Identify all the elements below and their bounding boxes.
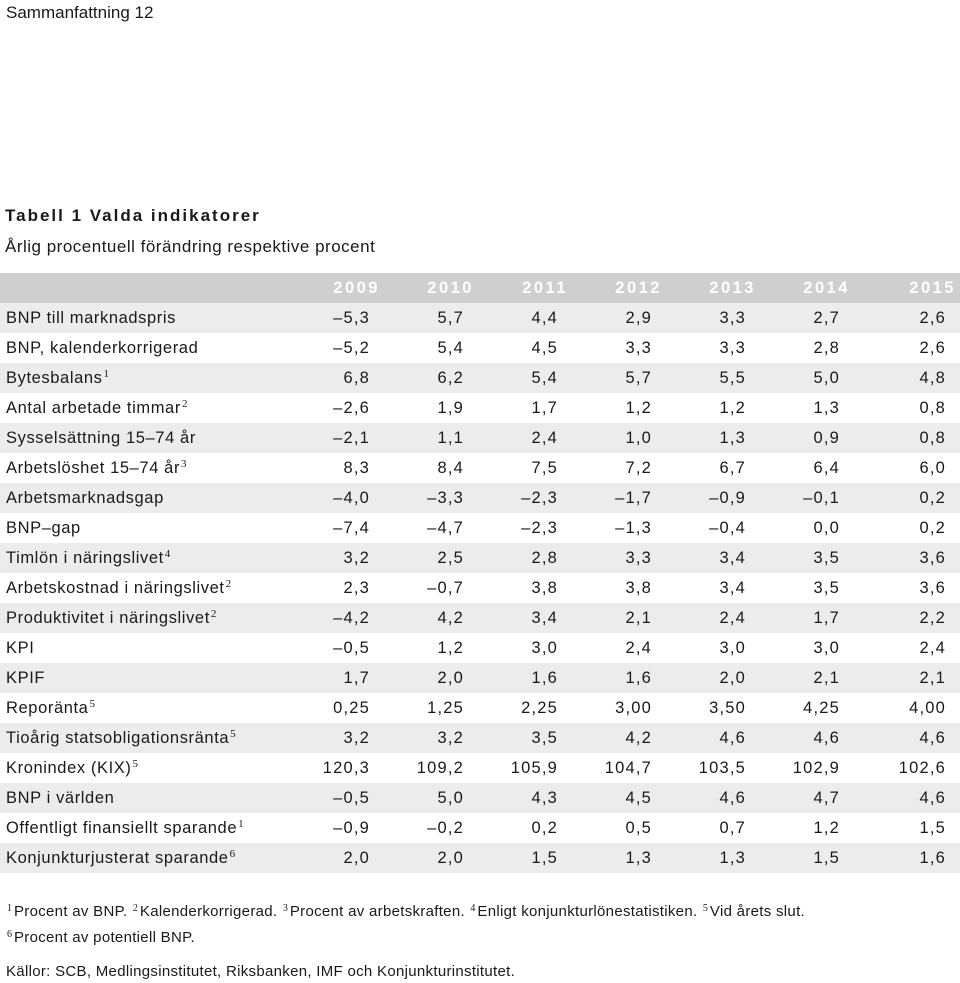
value-cell-2010: 1,2	[384, 633, 478, 663]
row-label	[0, 303, 288, 333]
table-row	[0, 843, 960, 873]
table-row	[0, 543, 960, 573]
value-cell-2011: 0,2	[478, 813, 572, 843]
value-cell-2014: –0,1	[760, 483, 854, 513]
value-cell-2010: 1,1	[384, 423, 478, 453]
table-row	[0, 693, 960, 723]
value-cell-2010: –0,7	[384, 573, 478, 603]
row-label-text: Produktivitet i näringslivet	[6, 609, 210, 627]
footnote-ref: 3	[181, 458, 187, 470]
footnote-ref: 1	[238, 818, 244, 830]
row-label	[0, 633, 288, 663]
value-cell-2013: 103,5	[666, 753, 760, 783]
value-cell-2011: –2,3	[478, 513, 572, 543]
table-row	[0, 483, 960, 513]
value-cell-2014: 2,8	[760, 333, 854, 363]
value-cell-2009: 0,25	[288, 693, 384, 723]
value-cell-2012: 1,0	[572, 423, 666, 453]
value-cell-2012: 1,3	[572, 843, 666, 873]
value-cell-2010: 5,0	[384, 783, 478, 813]
footnote-number: 1	[7, 903, 12, 914]
value-cell-2011: 3,4	[478, 603, 572, 633]
sources-line: Källor: SCB, Medlingsinstitutet, Riksbanken, IMF och Konjunkturinstitutet.	[6, 963, 516, 980]
footnote-ref: 5	[89, 698, 95, 710]
value-cell-2014: 4,7	[760, 783, 854, 813]
footnote-ref: 2	[181, 398, 188, 410]
year-header: 2013	[666, 273, 760, 303]
row-label	[0, 423, 288, 453]
value-cell-2015: 4,6	[854, 783, 960, 813]
value-cell-2015: 4,6	[854, 723, 960, 753]
value-cell-2009: –5,2	[288, 333, 384, 363]
year-header: 2014	[760, 273, 854, 303]
value-cell-2010: 2,0	[384, 663, 478, 693]
value-cell-2010: 2,5	[384, 543, 478, 573]
year-header: 2010	[384, 273, 478, 303]
row-label	[0, 723, 288, 753]
value-cell-2015: 2,2	[854, 603, 960, 633]
value-cell-2015: 0,2	[854, 483, 960, 513]
value-cell-2013: 3,4	[666, 573, 760, 603]
value-cell-2012: 4,2	[572, 723, 666, 753]
value-cell-2015: 2,1	[854, 663, 960, 693]
row-label-text: Timlön i näringslivet	[6, 549, 164, 567]
footnote-text: Kalenderkorrigerad.	[139, 903, 278, 920]
row-label-text: BNP, kalenderkorrigerad	[6, 338, 199, 357]
value-cell-2009: 3,2	[288, 723, 384, 753]
value-cell-2011: –2,3	[478, 483, 572, 513]
value-cell-2012: 3,00	[572, 693, 666, 723]
row-label-text: BNP till marknadspris	[6, 308, 177, 327]
value-cell-2014: 5,0	[760, 363, 854, 393]
value-cell-2013: 2,4	[666, 603, 760, 633]
value-cell-2015: 0,2	[854, 513, 960, 543]
table-row	[0, 663, 960, 693]
footnote-number: 4	[470, 903, 476, 914]
row-label	[0, 333, 288, 363]
footnotes-line-1	[6, 903, 805, 920]
footnote-number: 6	[7, 929, 12, 940]
footnote-text: Procent av BNP.	[14, 903, 128, 920]
year-header: 2015	[854, 273, 960, 303]
value-cell-2009: 3,2	[288, 543, 384, 573]
row-label	[0, 753, 288, 783]
value-cell-2009: 8,3	[288, 453, 384, 483]
row-label-text: KPIF	[6, 668, 46, 687]
table-row	[0, 363, 960, 393]
value-cell-2012: –1,7	[572, 483, 666, 513]
value-cell-2013: 3,3	[666, 333, 760, 363]
row-label-text: Arbetslöshet 15–74 år	[6, 459, 181, 477]
page-header: Sammanfattning 12	[6, 3, 154, 22]
table-row	[0, 783, 960, 813]
value-cell-2013: –0,9	[666, 483, 760, 513]
value-cell-2012: 3,8	[572, 573, 666, 603]
table-body	[0, 303, 960, 873]
value-cell-2011: 4,5	[478, 333, 572, 363]
value-cell-2009: 6,8	[288, 363, 384, 393]
value-cell-2010: 109,2	[384, 753, 478, 783]
value-cell-2009: 2,0	[288, 843, 384, 873]
value-cell-2013: 1,3	[666, 843, 760, 873]
row-label-text: Antal arbetade timmar	[6, 399, 181, 417]
value-cell-2014: 3,5	[760, 573, 854, 603]
value-cell-2014: 102,9	[760, 753, 854, 783]
value-cell-2009: –7,4	[288, 513, 384, 543]
header-label-cell	[0, 273, 288, 303]
indicator-table	[0, 273, 960, 873]
value-cell-2015: 0,8	[854, 423, 960, 453]
table-title: Tabell 1 Valda indikatorer	[5, 206, 261, 225]
value-cell-2010: 3,2	[384, 723, 478, 753]
value-cell-2015: 1,6	[854, 843, 960, 873]
value-cell-2010: 8,4	[384, 453, 478, 483]
footnote-number: 3	[282, 903, 288, 914]
value-cell-2014: 4,6	[760, 723, 854, 753]
row-label	[0, 483, 288, 513]
value-cell-2010: –0,2	[384, 813, 478, 843]
row-label	[0, 453, 288, 483]
value-cell-2012: 3,3	[572, 333, 666, 363]
value-cell-2009: –4,2	[288, 603, 384, 633]
value-cell-2011: 7,5	[478, 453, 572, 483]
value-cell-2010: 5,4	[384, 333, 478, 363]
row-label-text: Kronindex (KIX)	[6, 759, 132, 777]
table-row	[0, 723, 960, 753]
value-cell-2013: 3,4	[666, 543, 760, 573]
table-subtitle: Årlig procentuell förändring respektive procent	[5, 237, 376, 256]
value-cell-2009: –4,0	[288, 483, 384, 513]
row-label-text: Tioårig statsobligationsränta	[6, 729, 230, 747]
value-cell-2014: 1,2	[760, 813, 854, 843]
value-cell-2012: 2,4	[572, 633, 666, 663]
year-header: 2009	[288, 273, 384, 303]
footnote-ref: 1	[103, 368, 109, 380]
value-cell-2015: 2,6	[854, 303, 960, 333]
table-row	[0, 393, 960, 423]
value-cell-2013: 1,3	[666, 423, 760, 453]
value-cell-2015: 4,8	[854, 363, 960, 393]
row-label	[0, 543, 288, 573]
value-cell-2013: 1,2	[666, 393, 760, 423]
value-cell-2009: –5,3	[288, 303, 384, 333]
value-cell-2011: 4,4	[478, 303, 572, 333]
row-label	[0, 573, 288, 603]
value-cell-2011: 1,7	[478, 393, 572, 423]
value-cell-2011: 2,4	[478, 423, 572, 453]
value-cell-2012: 2,9	[572, 303, 666, 333]
row-label-text: BNP i världen	[6, 788, 115, 807]
value-cell-2009: 2,3	[288, 573, 384, 603]
table-row	[0, 633, 960, 663]
year-header: 2012	[572, 273, 666, 303]
value-cell-2009: –0,5	[288, 783, 384, 813]
value-cell-2015: 2,4	[854, 633, 960, 663]
table-row	[0, 573, 960, 603]
row-label	[0, 603, 288, 633]
row-label-text: Konjunkturjusterat sparande	[6, 849, 229, 867]
table-row	[0, 303, 960, 333]
row-label	[0, 843, 288, 873]
table-row	[0, 333, 960, 363]
value-cell-2010: 2,0	[384, 843, 478, 873]
value-cell-2014: 1,3	[760, 393, 854, 423]
value-cell-2014: 2,7	[760, 303, 854, 333]
value-cell-2013: 6,7	[666, 453, 760, 483]
footnote-ref: 2	[225, 578, 232, 590]
value-cell-2012: 104,7	[572, 753, 666, 783]
value-cell-2011: 1,6	[478, 663, 572, 693]
value-cell-2009: 1,7	[288, 663, 384, 693]
value-cell-2011: 2,25	[478, 693, 572, 723]
row-label	[0, 663, 288, 693]
value-cell-2010: 1,25	[384, 693, 478, 723]
value-cell-2010: 1,9	[384, 393, 478, 423]
footnote-text: Vid årets slut.	[709, 903, 806, 920]
value-cell-2014: 0,9	[760, 423, 854, 453]
value-cell-2015: 4,00	[854, 693, 960, 723]
value-cell-2014: 1,7	[760, 603, 854, 633]
row-label-text: BNP–gap	[6, 518, 81, 537]
value-cell-2012: 3,3	[572, 543, 666, 573]
value-cell-2013: 5,5	[666, 363, 760, 393]
value-cell-2013: 2,0	[666, 663, 760, 693]
row-label	[0, 813, 288, 843]
value-cell-2014: 1,5	[760, 843, 854, 873]
value-cell-2013: 3,0	[666, 633, 760, 663]
value-cell-2010: 5,7	[384, 303, 478, 333]
value-cell-2014: 2,1	[760, 663, 854, 693]
value-cell-2011: 3,0	[478, 633, 572, 663]
value-cell-2012: 1,6	[572, 663, 666, 693]
footnote-ref: 4	[164, 548, 171, 560]
footnote-ref: 5	[132, 758, 138, 770]
value-cell-2013: 3,3	[666, 303, 760, 333]
value-cell-2015: 3,6	[854, 543, 960, 573]
row-label	[0, 513, 288, 543]
value-cell-2012: 7,2	[572, 453, 666, 483]
table-row	[0, 453, 960, 483]
value-cell-2015: 0,8	[854, 393, 960, 423]
value-cell-2011: 1,5	[478, 843, 572, 873]
value-cell-2012: 1,2	[572, 393, 666, 423]
value-cell-2015: 102,6	[854, 753, 960, 783]
table-row	[0, 603, 960, 633]
row-label	[0, 363, 288, 393]
value-cell-2014: 3,0	[760, 633, 854, 663]
value-cell-2015: 3,6	[854, 573, 960, 603]
value-cell-2012: 4,5	[572, 783, 666, 813]
footnote-text: Procent av potentiell BNP.	[14, 929, 195, 946]
value-cell-2015: 2,6	[854, 333, 960, 363]
value-cell-2011: 3,8	[478, 573, 572, 603]
value-cell-2013: 0,7	[666, 813, 760, 843]
footnote-text: Enligt konjunkturlönestatistiken.	[477, 903, 698, 920]
row-label	[0, 783, 288, 813]
value-cell-2014: 0,0	[760, 513, 854, 543]
row-label-text: Arbetskostnad i näringslivet	[6, 579, 225, 597]
value-cell-2014: 4,25	[760, 693, 854, 723]
row-label-text: Bytesbalans	[6, 369, 103, 387]
row-label	[0, 693, 288, 723]
value-cell-2012: 5,7	[572, 363, 666, 393]
value-cell-2015: 1,5	[854, 813, 960, 843]
value-cell-2010: –3,3	[384, 483, 478, 513]
year-header-row	[0, 273, 960, 303]
table-row	[0, 513, 960, 543]
footnote-number: 5	[702, 903, 708, 914]
value-cell-2013: 4,6	[666, 783, 760, 813]
footnote-text: Procent av arbetskraften.	[289, 903, 465, 920]
footnote-ref: 6	[229, 848, 236, 860]
value-cell-2011: 4,3	[478, 783, 572, 813]
row-label-text: Offentligt finansiellt sparande	[6, 819, 238, 837]
value-cell-2010: –4,7	[384, 513, 478, 543]
value-cell-2015: 6,0	[854, 453, 960, 483]
footnote-ref: 5	[230, 728, 236, 740]
row-label	[0, 393, 288, 423]
value-cell-2009: –0,5	[288, 633, 384, 663]
value-cell-2009: 120,3	[288, 753, 384, 783]
value-cell-2011: 2,8	[478, 543, 572, 573]
value-cell-2012: 2,1	[572, 603, 666, 633]
value-cell-2013: –0,4	[666, 513, 760, 543]
row-label-text: Arbetsmarknadsgap	[6, 488, 164, 507]
value-cell-2011: 105,9	[478, 753, 572, 783]
value-cell-2011: 5,4	[478, 363, 572, 393]
value-cell-2010: 4,2	[384, 603, 478, 633]
value-cell-2009: –0,9	[288, 813, 384, 843]
value-cell-2011: 3,5	[478, 723, 572, 753]
row-label-text: Reporänta	[6, 699, 89, 717]
footnote-number: 2	[132, 903, 138, 914]
value-cell-2009: –2,1	[288, 423, 384, 453]
table-row	[0, 423, 960, 453]
year-header: 2011	[478, 273, 572, 303]
footnotes-line-2	[6, 929, 195, 946]
value-cell-2010: 6,2	[384, 363, 478, 393]
value-cell-2014: 6,4	[760, 453, 854, 483]
row-label-text: Sysselsättning 15–74 år	[6, 428, 196, 447]
value-cell-2009: –2,6	[288, 393, 384, 423]
value-cell-2012: –1,3	[572, 513, 666, 543]
footnote-ref: 2	[210, 608, 217, 620]
value-cell-2013: 4,6	[666, 723, 760, 753]
value-cell-2012: 0,5	[572, 813, 666, 843]
table-row	[0, 813, 960, 843]
row-label-text: KPI	[6, 638, 35, 657]
value-cell-2014: 3,5	[760, 543, 854, 573]
table-row	[0, 753, 960, 783]
value-cell-2013: 3,50	[666, 693, 760, 723]
